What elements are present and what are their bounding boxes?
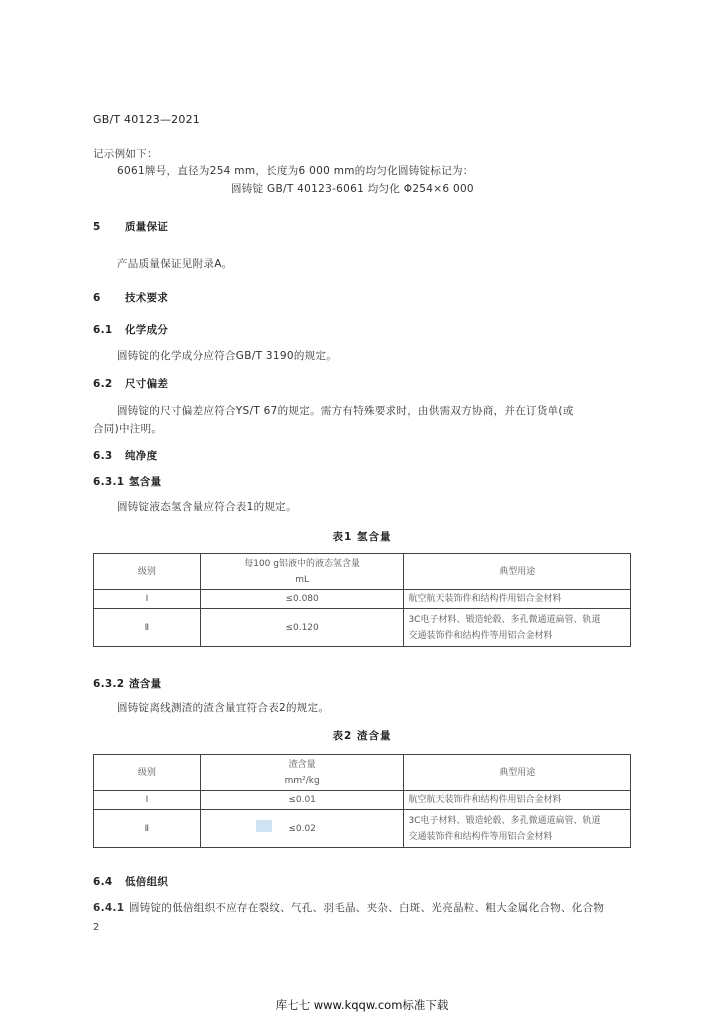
table-row — [94, 609, 631, 647]
section-6-4-1-paragraph — [93, 900, 604, 915]
intro-marking: 圆铸锭 GB/T 40123-6061 均匀化 Φ254×6 000 — [231, 183, 474, 195]
standard-number: GB/T 40123—2021 — [93, 113, 200, 126]
usage-line2: 交通装饰件和结构件等用铝合金材料 — [408, 831, 553, 842]
page-number: 2 — [93, 922, 100, 933]
section-6-3-number: 6.3 — [93, 450, 113, 462]
section-5-title: 质量保证 — [125, 221, 169, 233]
slag-content-table — [93, 754, 631, 848]
section-6-3-2-number: 6.3.2 — [93, 678, 125, 690]
section-6-2-title: 尺寸偏差 — [125, 378, 169, 390]
section-6-4-title: 低倍组织 — [125, 876, 169, 888]
section-6-2-text-line1: 圆铸锭的尺寸偏差应符合YS/T 67的规定。需方有特殊要求时，由供需双方协商，并在订货单(或 — [117, 405, 574, 417]
section-6-1-title: 化学成分 — [125, 324, 169, 336]
footer-source-link[interactable]: 库七七 www.kqqw.com标准下载 — [275, 998, 449, 1012]
section-6-3-1-heading — [93, 474, 161, 489]
table-2-caption: 表2 渣含量 — [332, 730, 392, 742]
value-cell: ≤0.01 — [200, 791, 404, 810]
column-header-usage: 典型用途 — [404, 755, 631, 791]
section-6-2-text-line2: 合同)中注明。 — [93, 423, 163, 435]
section-6-3-1-number: 6.3.1 — [93, 476, 125, 488]
section-6-2-number: 6.2 — [93, 378, 113, 390]
section-6-3-1-title: 氢含量 — [129, 476, 162, 488]
column-header-hydrogen — [200, 554, 404, 590]
section-6-heading — [93, 290, 168, 305]
intro-example: 6061牌号，直径为254 mm，长度为6 000 mm的均匀化圆铸锭标记为： — [117, 165, 474, 177]
section-6-4-number: 6.4 — [93, 876, 113, 888]
section-6-4-heading — [93, 874, 168, 889]
grade-cell: Ⅰ — [94, 590, 201, 609]
section-5-number: 5 — [93, 221, 101, 233]
column-header-slag-line1: 渣含量 — [288, 759, 316, 770]
usage-cell — [404, 609, 631, 647]
column-header-hydrogen-line1: 每100 g铝液中的液态氢含量 — [244, 558, 360, 569]
section-6-3-2-heading — [93, 676, 161, 691]
usage-line1: 3C电子材料、锻造轮毂、多孔微通道扁管、轨道 — [408, 815, 601, 826]
section-6-2-heading — [93, 376, 168, 391]
section-5-heading — [93, 219, 168, 234]
section-6-3-2-text: 圆铸锭离线测渣的渣含量宜符合表2的规定。 — [117, 702, 330, 714]
table-row — [94, 791, 631, 810]
column-header-hydrogen-unit: mL — [295, 574, 309, 585]
section-6-1-number: 6.1 — [93, 324, 113, 336]
hydrogen-content-table — [93, 553, 631, 647]
value-cell: ≤0.080 — [200, 590, 404, 609]
intro-label: 记示例如下： — [93, 148, 158, 160]
usage-cell — [404, 810, 631, 848]
column-header-grade: 级别 — [94, 554, 201, 590]
column-header-slag-unit: mm²/kg — [284, 775, 320, 786]
grade-cell: Ⅱ — [94, 810, 201, 848]
usage-line1: 3C电子材料、锻造轮毂、多孔微通道扁管、轨道 — [408, 614, 601, 625]
column-header-usage: 典型用途 — [404, 554, 631, 590]
section-6-title: 技术要求 — [125, 292, 169, 304]
section-6-3-1-text: 圆铸锭液态氢含量应符合表1的规定。 — [117, 501, 297, 513]
usage-cell: 航空航天装饰件和结构件用铝合金材料 — [404, 590, 631, 609]
usage-line2: 交通装饰件和结构件等用铝合金材料 — [408, 630, 553, 641]
section-5-text: 产品质量保证见附录A。 — [117, 258, 233, 270]
table-1-caption: 表1 氢含量 — [332, 531, 392, 543]
watermark-logo — [256, 820, 272, 832]
table-header-row — [94, 755, 631, 791]
section-6-number: 6 — [93, 292, 101, 304]
section-6-4-1-text: 圆铸锭的低倍组织不应存在裂纹、气孔、羽毛晶、夹杂、白斑、光亮晶粒、粗大金属化合物、化合物 — [129, 902, 605, 914]
table-row — [94, 590, 631, 609]
section-6-3-2-title: 渣含量 — [129, 678, 162, 690]
section-6-3-heading — [93, 448, 157, 463]
section-6-1-heading — [93, 322, 168, 337]
section-6-1-text: 圆铸锭的化学成分应符合GB/T 3190的规定。 — [117, 350, 338, 362]
section-6-4-1-number: 6.4.1 — [93, 902, 125, 914]
value-cell: ≤0.02 — [200, 810, 404, 848]
value-cell: ≤0.120 — [200, 609, 404, 647]
table-row — [94, 810, 631, 848]
grade-cell: Ⅱ — [94, 609, 201, 647]
column-header-slag — [200, 755, 404, 791]
column-header-grade: 级别 — [94, 755, 201, 791]
section-6-3-title: 纯净度 — [125, 450, 158, 462]
grade-cell: Ⅰ — [94, 791, 201, 810]
table-header-row — [94, 554, 631, 590]
usage-cell: 航空航天装饰件和结构件用铝合金材料 — [404, 791, 631, 810]
